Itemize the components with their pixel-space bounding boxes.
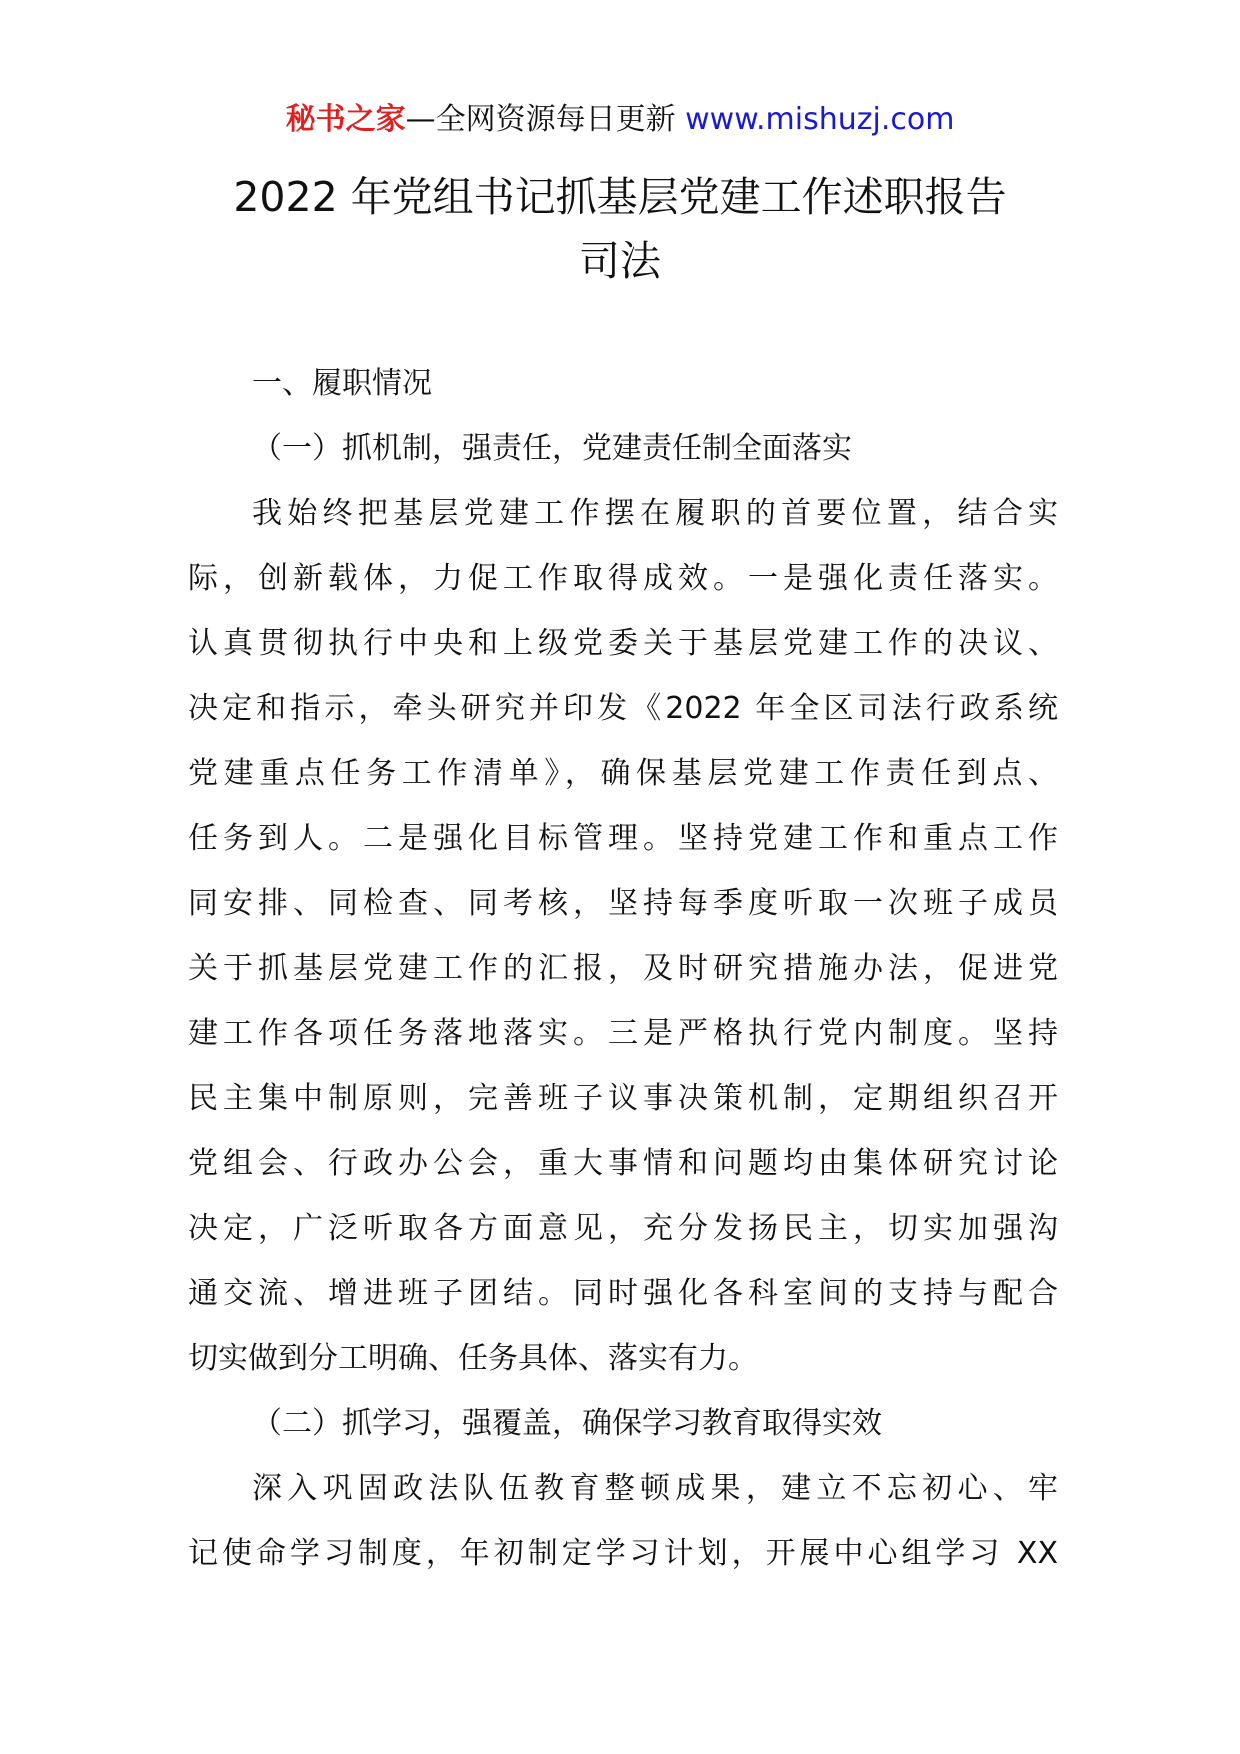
document-body xyxy=(188,362,1058,1597)
paragraph-line: 深入巩固政法队伍教育整顿成果，建立不忘初心、牢 xyxy=(252,1471,1058,1506)
document-title xyxy=(120,165,1120,293)
brand-name: 秘书之家 xyxy=(285,102,406,137)
paragraph-line: 建工作各项任务落地落实。三是严格执行党内制度。坚持 xyxy=(188,1016,1058,1051)
paragraph-line: 决定和指示，牵头研究并印发《2022 年全区司法行政系统 xyxy=(188,691,1058,726)
paragraph-line: 同安排、同检查、同考核，坚持每季度听取一次班子成员 xyxy=(188,886,1058,921)
paragraph-line: 任务到人。二是强化目标管理。坚持党建工作和重点工作 xyxy=(188,821,1058,856)
paragraph-line: 关于抓基层党建工作的汇报，及时研究措施办法，促进党 xyxy=(188,951,1058,986)
header-tagline: —全网资源每日更新 xyxy=(405,102,686,137)
subsection-heading: （一）抓机制，强责任，党建责任制全面落实 xyxy=(252,431,852,466)
paragraph-line: 认真贯彻执行中央和上级党委关于基层党建工作的决议、 xyxy=(188,626,1058,661)
paragraph-line: 决定，广泛听取各方面意见，充分发扬民主，切实加强沟 xyxy=(188,1211,1058,1246)
section-heading: 一、履职情况 xyxy=(252,366,432,401)
paragraph-line: 民主集中制原则，完善班子议事决策机制，定期组织召开 xyxy=(188,1081,1058,1116)
paragraph-line: 切实做到分工明确、任务具体、落实有力。 xyxy=(188,1341,758,1376)
paragraph-line: 记使命学习制度，年初制定学习计划，开展中心组学习 XX xyxy=(188,1536,1058,1571)
paragraph-line: 际，创新载体，力促工作取得成效。一是强化责任落实。 xyxy=(188,561,1058,596)
site-url-link[interactable]: www.mishuzj.com xyxy=(685,102,955,137)
site-header xyxy=(0,100,1240,140)
document-title-line-2: 司法 xyxy=(579,237,661,285)
paragraph-line: 我始终把基层党建工作摆在履职的首要位置，结合实 xyxy=(252,496,1058,531)
subsection-heading: （二）抓学习，强覆盖，确保学习教育取得实效 xyxy=(252,1406,882,1441)
paragraph-line: 党组会、行政办公会，重大事情和问题均由集体研究讨论 xyxy=(188,1146,1058,1181)
paragraph-line: 党建重点任务工作清单》，确保基层党建工作责任到点、 xyxy=(188,756,1058,791)
document-title-line-1: 2022 年党组书记抓基层党建工作述职报告 xyxy=(233,173,1007,221)
paragraph-line: 通交流、增进班子团结。同时强化各科室间的支持与配合 xyxy=(188,1276,1058,1311)
